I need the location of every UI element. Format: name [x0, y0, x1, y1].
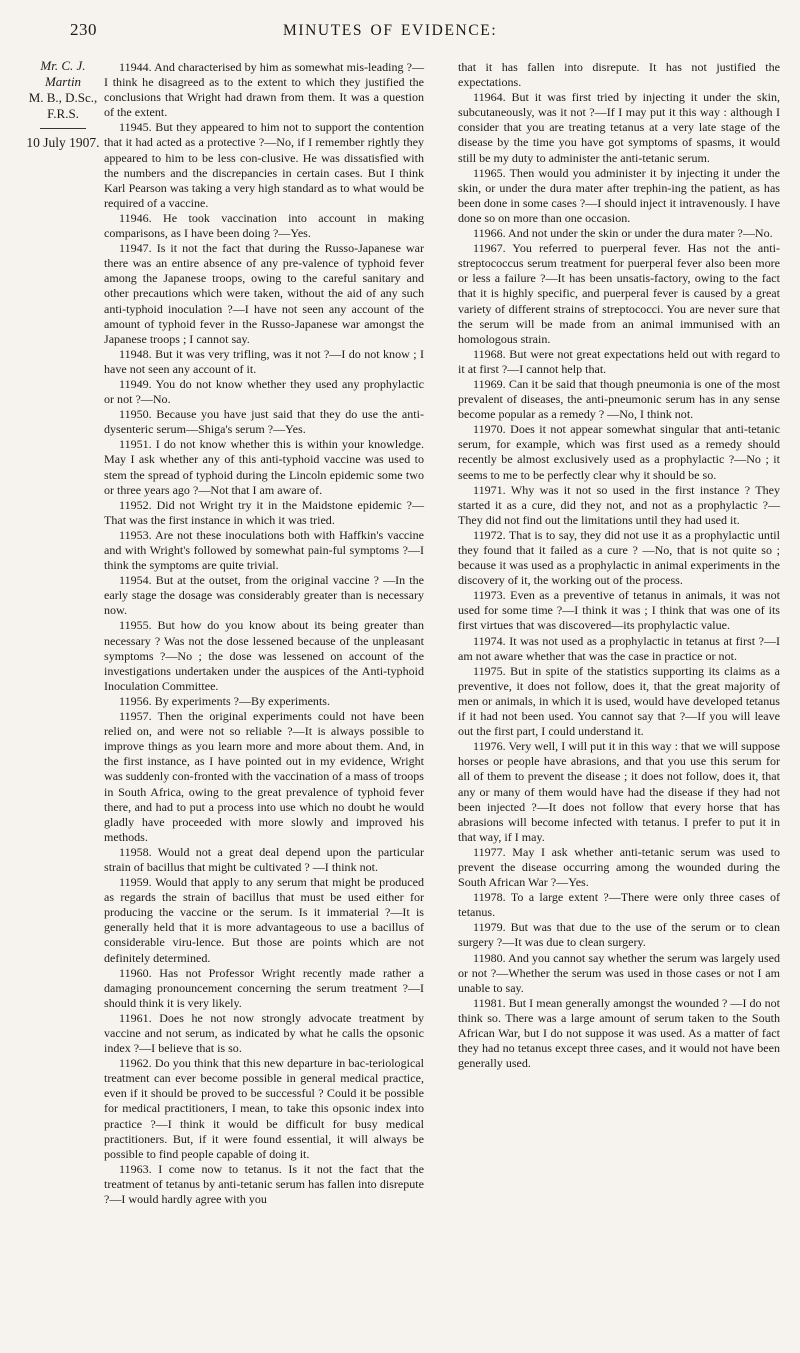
question-paragraph: 11961. Does he not now strongly advocate treatment by vaccine and not serum, as indicated by what he calls the opsonic index ?—I believe that is so. [104, 1010, 424, 1056]
continued-paragraph: that it has fallen into disrepute. It has not justified the expectations. [458, 60, 780, 90]
question-paragraph: 11954. But at the outset, from the original vaccine ? —In the early stage the dosage was considerably greater than is necessary now. [104, 573, 424, 618]
question-paragraph: 11962. Do you think that this new departure in bac-teriological treatment can ever become possible in general medical practice, even if it should be proved to be successful ? Could it be possible for medical practitioners, I mean, to take this opsonic index into practice ?—I think it would be difficult for busy medical practitioners. But, if it were found essential, it will always be possible to find people capable of doing it. [104, 1056, 424, 1161]
question-paragraph: 11952. Did not Wright try it in the Maidstone epidemic ?—That was the first instance in which it was tried. [104, 497, 424, 527]
question-paragraph: 11964. But it was first tried by injecting it under the skin, subcutaneously, was it not ?—If I may put it this way : although I consider that you are treating tetanus at a very late stage of the disease by the time you have got symptoms of spasms, it would still be my duty to administer the anti-tetanic serum. [458, 90, 780, 165]
question-paragraph: 11973. Even as a preventive of tetanus in animals, it was not used for some time ?—I think it was ; I think that was one of its first virtues that was discovered—its prophylactic value. [458, 588, 780, 633]
witness-degrees: M. B., D.Sc., [28, 90, 98, 105]
question-paragraph: 11956. By experiments ?—By experiments. [119, 693, 331, 708]
question-paragraph: 11948. But it was very trifling, was it not ?—I do not know ; I have not seen any account of it. [104, 346, 424, 376]
question-paragraph: 11974. It was not used as a prophylactic in tetanus at first ?—I am not aware whether that was the case in practice or not. [458, 633, 780, 663]
witness-margin-note [24, 58, 102, 151]
question-paragraph: 11972. That is to say, they did not use it as a prophylactic until they found that it failed as a cure ? —No, that is not quite so ; because it was used as a prophylactic in animal experiments in the discovery of it, the working out of the process. [458, 527, 780, 588]
question-paragraph: 11950. Because you have just said that they do use the anti-dysenteric serum—Shiga's serum ?—Yes. [104, 407, 424, 437]
margin-divider [40, 128, 86, 129]
question-paragraph: 11966. And not under the skin or under the dura mater ?—No. [473, 226, 773, 241]
question-paragraph: 11967. You referred to puerperal fever. Has not the anti-streptococcus serum treatment for puerperal fever also been more or less a failure ?—It has been unsatis-factory, owing to the fact that it is highly specific, and puerperal fever is caused by a great variety of different strains of streptococci. You are never sure that the serum will be made from an animal immunised with an homologous strain. [458, 241, 780, 346]
question-paragraph: 11969. Can it be said that though pneumonia is one of the most prevalent of diseases, the anti-pneumonic serum has in any sense become popular as a remedy ? —No, I think not. [458, 376, 780, 422]
question-paragraph: 11963. I come now to tetanus. Is it not the fact that the treatment of tetanus by anti-tetanic serum has fallen into disrepute ?—I would hardly agree with you [104, 1161, 424, 1207]
question-paragraph: 11968. But were not great expectations held out with regard to it at first ?—I cannot help that. [458, 346, 780, 376]
question-paragraph: 11959. Would that apply to any serum that might be produced as regards the strain of bacillus that must be used either for producing the vaccine or the serum. Is it immaterial ?—It is generally held that it is more advantageous to use a bacillus of considerable viru-lence. But those are points which are not definitely determined. [104, 875, 424, 965]
right-column [458, 60, 780, 1071]
question-paragraph: 11971. Why was it not so used in the first instance ? They started it as a cure, did they not, and not as a prophylactic ?—They did not find out the limitations until they had used it. [458, 482, 780, 527]
question-paragraph: 11945. But they appeared to him not to support the contention that it had acted as a protective ?—No, if I remember rightly they appeared to him to be less con-clusive. He was dissatisfied with the numbers and the discrepancies in certain cases. But I think Karl Pearson was taking a very high standard as to what would be required of a vaccine. [104, 120, 424, 210]
question-paragraph: 11944. And characterised by him as somewhat mis-leading ?—I think he disagreed as to the extent to which they justified the conclusions that Wright had drawn from them. It was a question of the extent. [104, 60, 424, 120]
running-head: MINUTES OF EVIDENCE: [283, 22, 498, 39]
question-paragraph: 11975. But in spite of the statistics supporting its claims as a preventive, it does not follow, does it, that the great majority of men or animals, in which it is used, would have developed tetanus if it had not been used. You cannot say that ?—If you will leave out the first part, I could understand it. [458, 663, 780, 739]
question-paragraph: 11979. But was that due to the use of the serum or to clean surgery ?—It was due to clean surgery. [458, 920, 780, 950]
witness-fellowship: F.R.S. [47, 106, 79, 121]
question-paragraph: 11958. Would not a great deal depend upon the particular strain of bacillus that might be cultivated ? —I think not. [104, 844, 424, 874]
question-paragraph: 11947. Is it not the fact that during the Russo-Japanese war there was an entire absence of any pre-valence of typhoid fever among the Japanese troops, owing to the careful sanitary and other precautions which were taken, without the aid of any such anti-typhoid inoculation ?—I have not seen any account of the amount of typhoid fever in the Russo-Japanese war amongst the Japanese troops ; I cannot say. [104, 241, 424, 346]
question-paragraph: 11978. To a large extent ?—There were only three cases of tetanus. [458, 890, 780, 920]
witness-name-line-1: Mr. C. J. [40, 58, 86, 73]
question-paragraph: 11949. You do not know whether they used any prophylactic or not ?—No. [104, 376, 424, 407]
question-paragraph: 11980. And you cannot say whether the serum was largely used or not ?—Whether the serum was used in those cases or not I am unable to say. [458, 950, 780, 995]
question-paragraph: 11955. But how do you know about its being greater than necessary ? Was not the dose lessened because of the unpleasant symptoms ?—No ; the dose was lessened on account of the investigations undertaken under the auspices of the Anti-typhoid Inoculation Committee. [104, 618, 424, 693]
question-paragraph: 11957. Then the original experiments could not have been relied on, and were not so reliable ?—It is always possible to improve things as you learn more and more about them. And, in the first instance, as I have pointed out in my evidence, Wright was suddenly con-fronted with the vaccination of a mass of troops in South Africa, owing to the great prevalence of typhoid fever there, and had to put a process into use which no doubt he would gladly have proceeded with more slowly and improved his methods. [104, 709, 424, 844]
question-paragraph: 11951. I do not know whether this is within your knowledge. May I ask whether any of this anti-typhoid vaccine was used to stem the spread of typhoid during the Lincoln epidemic some two or three years ago ?—Not that I am aware of. [104, 437, 424, 497]
question-paragraph: 11946. He took vaccination into account in making comparisons, as I have been doing ?—Yes. [104, 210, 424, 241]
left-column [104, 60, 424, 1207]
question-paragraph: 11976. Very well, I will put it in this way : that we will suppose horses or people have abrasions, and that you use this serum for all of them to prevent the disease ; it does not follow, does it, that any or many of them would have had the disease if they had not been injected ?—It does not follow that every horse that has abrasions will become infected with tetanus. I prefer to put it in that way, if I may. [458, 739, 780, 844]
question-paragraph: 11965. Then would you administer it by injecting it under the skin, or under the dura mater after trephin-ing the patient, as has been done in some cases ?—I should inject it intravenously. I have done so on more than one occasion. [458, 165, 780, 225]
page-number: 230 [70, 20, 97, 39]
question-paragraph: 11953. Are not these inoculations both with Haffkin's vaccine and with Wright's followed by somewhat pain-ful symptoms ?—I think the symptoms are quite trivial. [104, 527, 424, 573]
witness-name-line-2: Martin [44, 74, 82, 89]
question-paragraph: 11977. May I ask whether anti-tetanic serum was used to prevent the disease occurring among the wounded during the South African War ?—Yes. [458, 844, 780, 890]
question-paragraph: 11960. Has not Professor Wright recently made rather a damaging pronouncement concerning the serum treatment ?—I should think it is very likely. [104, 965, 424, 1010]
question-paragraph: 11981. But I mean generally amongst the wounded ? —I do not think so. There was a large amount of serum taken to the South African War, but I do not suppose it was used. As a matter of fact they had no tetanus except three cases, and it would not have been generally used. [458, 995, 780, 1071]
evidence-date: 10 July 1907. [26, 135, 100, 150]
question-paragraph: 11970. Does it not appear somewhat singular that anti-tetanic serum, for example, which was first used as a remedy should recently be almost exclusively used as a prophylactic ?—No ; it seems to me to be perfectly clear why it should be so. [458, 422, 780, 482]
